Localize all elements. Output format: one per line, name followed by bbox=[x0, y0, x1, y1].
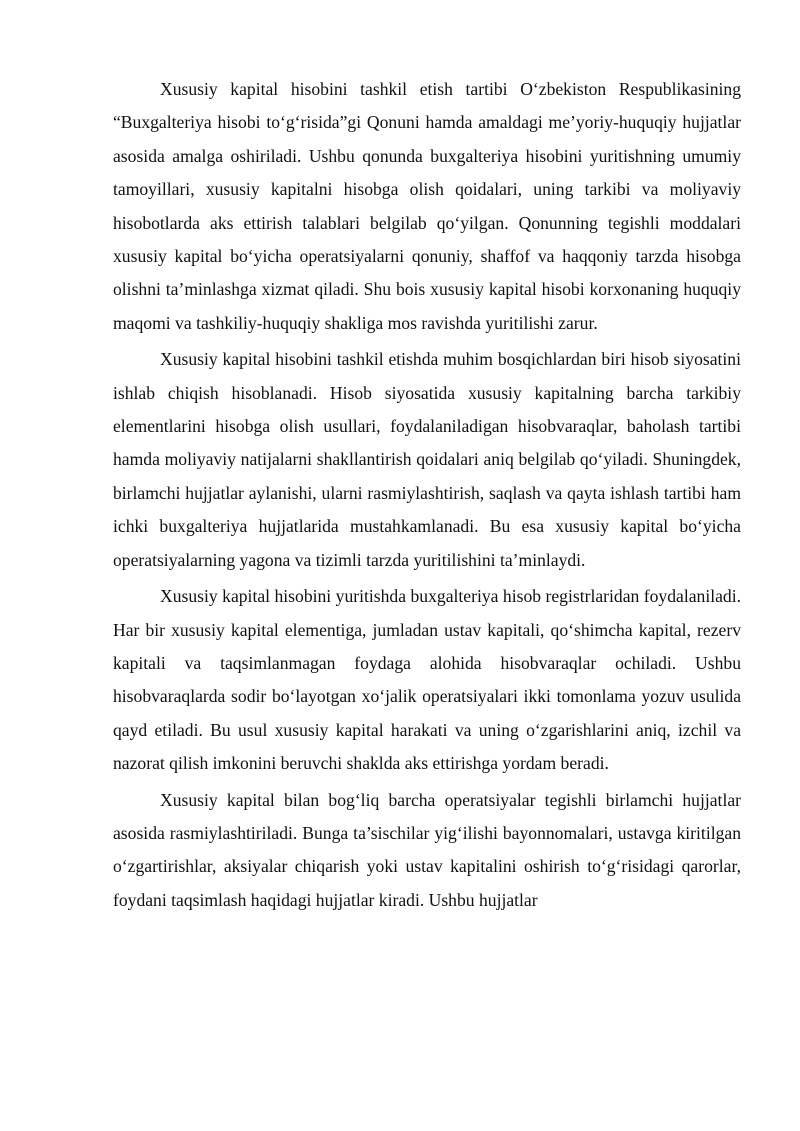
paragraph-1: Xususiy kapital hisobini tashkil etish tartibi O‘zbekiston Respublikasining “Buxgalteriya hisobi to‘g‘risida”gi Qonuni hamda amaldagi me’yoriy-huquqiy hujjatlar asosida amalga oshiriladi. Ushbu qonunda buxgalteriya hisobini yuritishning umumiy tamoyillari, xususiy kapitalni hisobga olish qoidalari, uning tarkibi va moliyaviy hisobotlarda aks ettirish talablari belgilab qo‘yilgan. Qonunning tegishli moddalari xususiy kapital bo‘yicha operatsiyalarni qonuniy, shaffof va haqqoniy tarzda hisobga olishni ta’minlashga xizmat qiladi. Shu bois xususiy kapital hisobi korxonaning huquqiy maqomi va tashkiliy-huquqiy shakliga mos ravishda yuritilishi zarur. bbox=[113, 79, 741, 333]
paragraph-4: Xususiy kapital bilan bog‘liq barcha operatsiyalar tegishli birlamchi hujjatlar asosida rasmiylashtiriladi. Bunga ta’sischilar yig‘ilishi bayonnomalari, ustavga kiritilgan o‘zgartirishlar, aksiyalar chiqarish yoki ustav kapitalini oshirish to‘g‘risidagi qarorlar, foydani taqsimlash haqidagi hujjatlar kiradi. Ushbu hujjatlar bbox=[113, 789, 741, 910]
document-body bbox=[113, 73, 741, 920]
paragraph-3: Xususiy kapital hisobini yuritishda buxgalteriya hisob registrlaridan foydalaniladi. Har bir xususiy kapital elementiga, jumladan ustav kapitali, qo‘shimcha kapital, rezerv kapitali va taqsimlanmagan foydaga alohida hisobvaraqlar ochiladi. Ushbu hisobvaraqlarda sodir bo‘layotgan xo‘jalik operatsiyalari ikki tomonlama yozuv usulida qayd etiladi. Bu usul xususiy kapital harakati va uning o‘zgarishlarini aniq, izchil va nazorat qilish imkonini beruvchi shaklda aks ettirishga yordam beradi. bbox=[113, 586, 741, 774]
paragraph-2: Xususiy kapital hisobini tashkil etishda muhim bosqichlardan biri hisob siyosatini ishlab chiqish hisoblanadi. Hisob siyosatida xususiy kapitalning barcha tarkibiy elementlarini hisobga olish usullari, foydalaniladigan hisobvaraqlar, baholash tartibi hamda moliyaviy natijalarni shakllantirish qoidalari aniq belgilab qo‘yiladi. Shuningdek, birlamchi hujjatlar aylanishi, ularni rasmiylashtirish, saqlash va qayta ishlash tartibi ham ichki buxgalteriya hujjatlarida mustahkamlanadi. Bu esa xususiy kapital bo‘yicha operatsiyalarning yagona va tizimli tarzda yuritilishini ta’minlaydi. bbox=[113, 349, 741, 570]
